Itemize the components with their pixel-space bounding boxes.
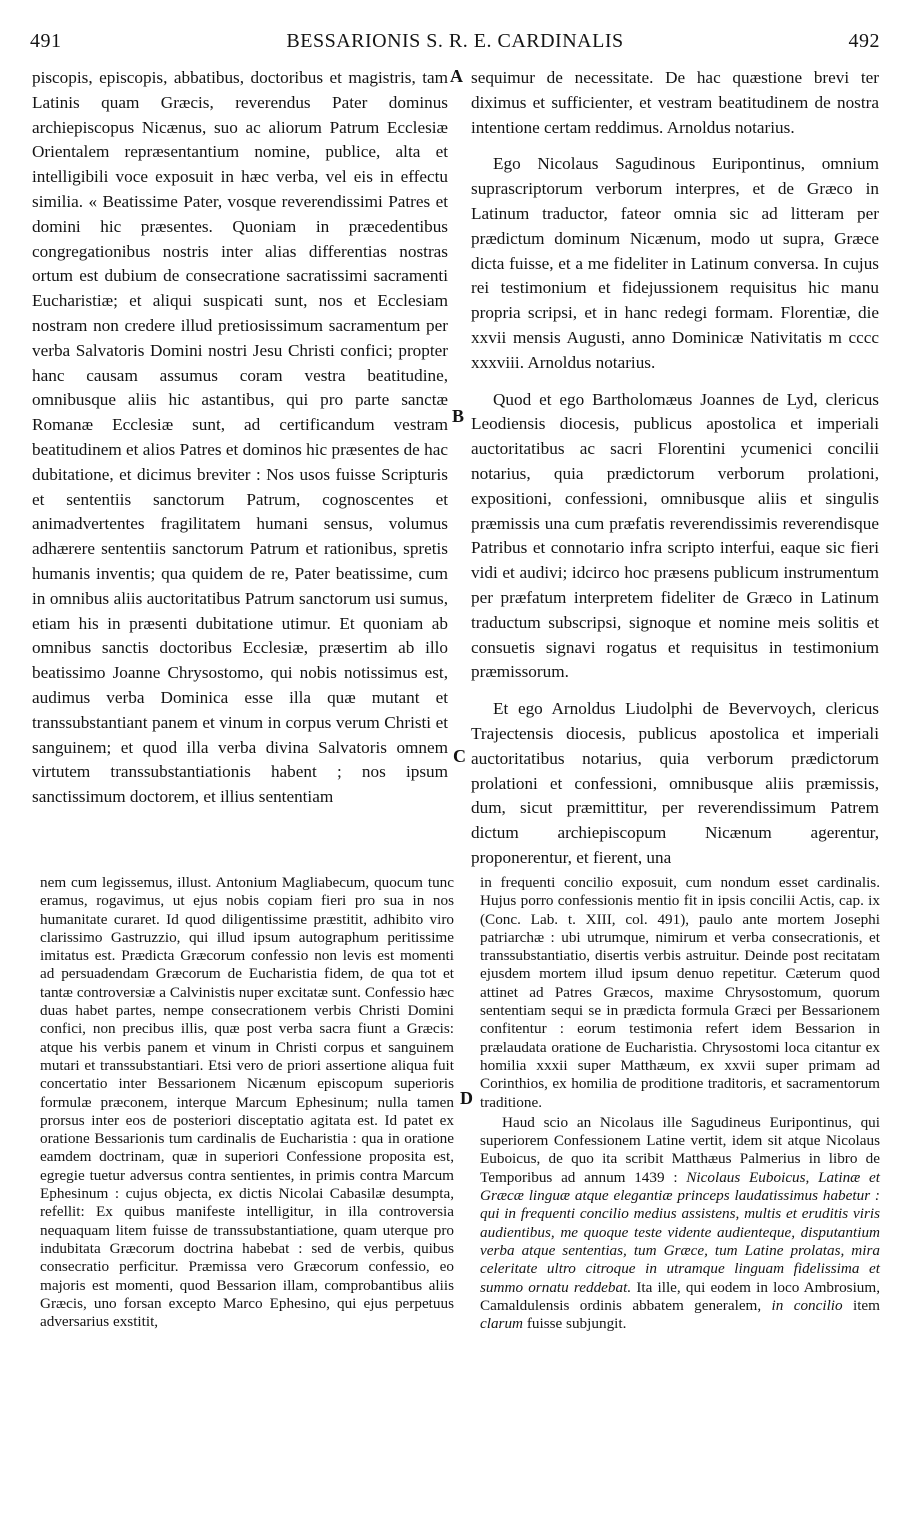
left-main-column bbox=[32, 66, 448, 866]
palmerius-quote: Nicolaus Euboicus, Latinæ et Græcæ linguæ atque elegantiæ princeps laudatissimus habetur : qui in frequenti concilio medius assistens, multis et eruditis viris audientibus, me quoque teste vidente audienteque, disputantium verba atque sententias, tum Græce, tum Latine prolatas, mira celeritate ultro citroque in utramque linguam fidelissima et summo ornatu reddebat. bbox=[480, 1168, 880, 1296]
running-title: BESSARIONIS S. R. E. CARDINALIS bbox=[286, 30, 624, 52]
footnote-italic-phrase: in concilio bbox=[771, 1296, 843, 1314]
footnote-lead-text: Haud scio an Nicolaus ille Sagudineus Euripontinus, qui superiorem Confessionem Latine vertit, idem sit atque Nicolaus Euboicus, de quo ita scribit Matthæus Palmerius in libro de Temporibus ad annum 1439 : bbox=[480, 1113, 880, 1186]
right-paragraph-1: sequimur de necessitate. De hac quæstione brevi ter diximus et sufficienter, et vestram beatitudinem de nostra intentione certam reddimus. Arnoldus notarius. bbox=[471, 68, 879, 137]
footnote-mid-text: Ita ille, qui eodem in loco Ambrosium, Camaldulensis ordinis abbatem generalem, bbox=[480, 1278, 880, 1314]
left-main-paragraph: piscopis, episcopis, abbatibus, doctoribus et magistris, tam Latinis quam Græcis, reverendus Pater dominus archiepiscopus Nicænus, suo ac aliorum Patrum Ecclesiæ Orientalem repræsentantium nomine, publice, alta et intelligibili voce exposuit in hæc verba, vel eis in effectu similia. « Beatissime Pater, vosque reverendissimi Patres et domini hic præsentes. Quoniam in præcedentibus congregationibus nostris inter alias differentias nostras ortum est dubium de consecratione sacratissimi sacramenti Eucharistiæ; et aliqui suspicati sunt, nos et Ecclesiam nostram non credere illud pretiosissimum sacramentum per verba Salvatoris Domini nostri Jesu Christi confici; propter hanc causam assumus coram vestra beatitudine, omnibusque aliis hic astantibus, qui pro parte sanctæ Romanæ Ecclesiæ sunt, ad certificandum vestram beatitudinem et alios Patres et dominos hic præsentes de hac dubitatione, et dicimus breviter : Nos usos fuisse Scripturis et sententiis sanctorum Patrum, cognoscentes et animadvertentes fragilitatem humani sensus, volumus adhærere sententiis sanctorum Patrum et rationibus, spretis humanis inventis; qua quidem de re, Pater beatissime, cum in omnibus aliis auctoritatibus Patrum sanctorum usi sumus, etiam his in præsenti dubitatione utimur. Et quoniam ab omnibus sanctis doctoribus Ecclesiæ, præsertim ab illo beatissimo Joanne Chrysostomo, qui nobis notissimus est, audimus verba Dominica esse illa quæ mutant et transsubstantiant panem et vinum in corpus verum Christi et sanguinem; et quod illa verba divina Salvatoris omnem virtutem transsubstantiationis habent ; nos ipsum sanctissimum doctorem, et illius sententiam bbox=[32, 68, 448, 807]
footnote-italic-word: clarum bbox=[480, 1315, 524, 1333]
left-footnote-column bbox=[40, 874, 454, 1434]
section-marker-a: A bbox=[450, 66, 463, 86]
right-footnote-column bbox=[480, 874, 880, 1434]
section-marker-d: D bbox=[460, 1088, 473, 1108]
right-footnote-paragraph-1: in frequenti concilio exposuit, cum nondum esset cardinalis. Hujus porro confessionis mentio fit in ipsis concilii Actis, cap. ix (Conc. Lab. t. XIII, col. 491), paulo ante mortem Josephi patriarchæ : ubi utrumque, nimirum et verba consecrationis, et transsubstantiatio, disertis verbis astruitur. Deinde post recitatam ejusdem mortem illud ipsum denuo repetitur. Cæterum quod attinet ad Patres Græcos, maxime Chrysostomum, quorum sententiam sequi se in prædicta formula Græci per Bessarionem confitentur : eorum testimonia refert idem Bessarion in prælaudata oratione de Eucharistia. Chrysostomi loca citantur ex homilia xxxii super Matthæum, ex xxvii super primam ad Corinthios, ex homilia de proditione traditoris, et sacramentorum traditione. bbox=[480, 874, 880, 1111]
right-footnote-paragraph-2 bbox=[480, 1114, 880, 1334]
right-paragraph-2: Ego Nicolaus Sagudinous Euripontinus, omnium suprascriptorum verborum interpres, et de Græco in Latinum traductor, fateor omnia sic ad litteram per prædictum dominum Nicænum, modo ut supra, Græce dicta fuisse, et a me fideliter in Latinum conversa. In cujus rei testimonium et fidejussionem requisitus hic manu propria scripsi, et in hanc redegi formam. Florentiæ, die xxvii mensis Augusti, anno Dominicæ Nativitatis m cccc xxxviii. Arnoldus notarius. bbox=[471, 154, 879, 372]
right-page-number: 492 bbox=[848, 30, 880, 52]
section-marker-b: B bbox=[452, 406, 465, 426]
footnote-mid-text-2: item bbox=[852, 1296, 880, 1314]
right-main-column bbox=[471, 66, 879, 867]
left-page-number: 491 bbox=[30, 30, 62, 52]
right-paragraph-4: Et ego Arnoldus Liudolphi de Bevervoych, clericus Trajectensis diocesis, publicus apostolica et imperiali auctoritatibus notarius, quia verborum prædictorum prolationi et confessioni, omnibusque aliis præmissis, dum, sicut præmittitur, per reverendissimum Patrem dictum archiepiscopum Nicænum agerentur, proponerentur, et fierent, una bbox=[471, 699, 879, 867]
left-footnote-text: nem cum legissemus, illust. Antonium Magliabecum, quocum tunc eramus, rogavimus, ut ejus nobis copiam fieri pro sua in nos humanitate curaret. Id quod diligentissime præstitit, adhibito viro clarissimo Gastruzzio, qui illud ipsum autographum peritissime imitatus est. Prædicta Græcorum confessio non levis est momenti ad persuadendam Græcorum de Eucharistia fidem, de qua tot et tantæ controversiæ a Calvinistis nuper excitatæ sunt. Confessio hæc duas habet partes, nempe consecrationem verbis Christi Domini confici, non precibus illis, quæ post verba sacra fiunt a Græcis: atque his verbis panem et vinum in Christi corpus et sanguinem mutari et transsubstantiari. Etsi vero de priori assertione aliqua fuit concertatio inter Bessarionem Nicænum episcopum superioris formulæ præconem, interque Marcum Ephesinum; nulla tamen prorsus inter eos de posteriori disceptatio agitata est. Id patet ex oratione Bessarionis tum cardinalis de Eucharistia : qua in oratione eamdem doctrinam, quæ in superiori Confessione proposita est, egregie tuetur adversus contra sentientes, in primis contra Marcum Ephesinum : cujus objecta, ex dictis Nicolai Cabasilæ desumpta, refellit: Ex quibus manifeste intelligitur, in illa controversia nequaquam litem fuisse de transsubstantiatione, quam uterque pro indubitata Græcorum doctrina habebat : sed de verbis, quibus consecratio perficitur. Præmissa vero Græcorum confessio, eo majoris est momenti, quod Bessarion illam, comprobantibus aliis Græcis, uno forsan excepto Marco Ephesino, qui ejus perpetuus adversarius exstitit, bbox=[40, 874, 454, 1331]
page-header bbox=[30, 30, 880, 60]
right-paragraph-3: Quod et ego Bartholomæus Joannes de Lyd, clericus Leodiensis diocesis, publicus apostolica et imperiali auctoritatibus ac sacri Florentini ycumenici concilii notarius, quia prædictorum verborum prolationi, expositioni, confessioni, omnibusque aliis et singulis præmissis una cum præfatis reverendissimis reverendisque Patribus et connotario infra scripto interfui, eaque sic fieri vidi et audivi; idcirco hoc præsens publicum instrumentum per præfatum interpretem fideliter de Græco in Latinum traductum subscripsi, signoque et nomine meis solitis et consuetis signavi rogatus et requisitus in testimonium præmissorum. bbox=[471, 389, 879, 682]
footnote-end-text: fuisse subjungit. bbox=[526, 1315, 627, 1333]
section-marker-c: C bbox=[453, 746, 466, 766]
